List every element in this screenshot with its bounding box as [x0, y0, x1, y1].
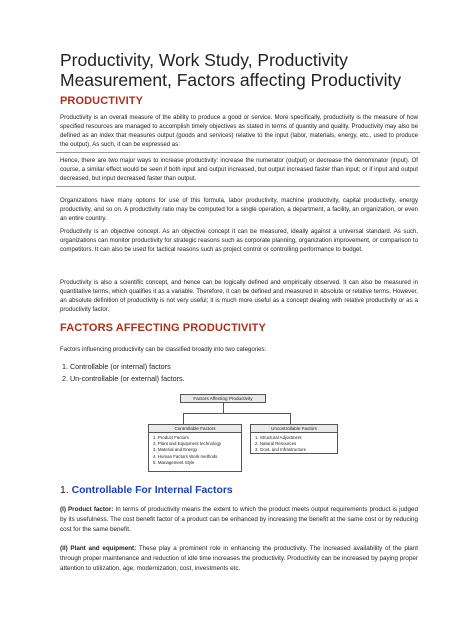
paragraph-objective: Productivity is an objective concept. As an objective concept it can be measured, ideally against a universal standard. As such, organizations can monitor productivity for strategic reasons such as corporate planning, organization improvement, or comparison to competitors. It can also be used for tactical reasons such as project control or controlling performance to budget.	[60, 228, 418, 254]
diagram-item: 2. Plant and Equipment technology	[153, 441, 222, 447]
diagram-connector	[223, 403, 224, 413]
category-list	[62, 361, 185, 385]
diagram-connector	[183, 413, 184, 424]
diagram-item: 3. Govt. and Infrastructure	[255, 447, 307, 453]
paragraph-body: These play a prominent role in enhancing the productivity. The increased availability of the plant through proper maintenance and reduction of idle time increases the productivity. Productivity can be increased by paying proper attention to utilization, age, modernization, cost, investments etc.	[60, 545, 419, 572]
formula-divider-top	[56, 152, 420, 153]
paragraph-definition: Productivity is an overall measure of the ability to produce a good or service. More specifically, productivity is the measure of how specified resources are managed to accomplish timely objectives as stated in terms of quantity and quality. Productivity may also be defined as an index that measures output (goods and services) relative to the input (labor, materials, energy, etc., used to produce the output). As such, it can be expressed as:	[60, 114, 418, 149]
paragraph-body: In terms of productivity means the extent to which the product meets output requirements product is judged by its usefulness. The cost benefit factor of a product can be enhanced by increasing the benefit at the same cost or by reducing cost for the same benefit.	[60, 506, 418, 533]
diagram-item: 1. Product Factors	[153, 435, 189, 440]
diagram-controllable-title: Controllable Factors	[149, 425, 241, 433]
diagram-controllable-box	[148, 424, 242, 472]
document-title: Productivity, Work Study, Productivity Measurement, Factors affecting Productivity	[60, 50, 402, 90]
subsection-heading-controllable	[60, 485, 233, 496]
diagram-uncontrollable-title: Uncontrollable Factors	[251, 425, 337, 433]
diagram-connector	[290, 413, 291, 424]
paragraph-factors-intro: Factors influencing productivity can be classified broadly into two categories:	[60, 346, 267, 353]
paragraph-options: Organizations have many options for use of this formula, labor productivity, machine productivity, capital productivity, energy productivity, and so on. A productivity ratio may be computed for a single operation, a department, a facility, an organization, or even an entire country.	[60, 197, 418, 223]
diagram-uncontrollable-box	[250, 424, 338, 454]
paragraph-increase-ways: Hence, there are two major ways to increase productivity: increase the numerator (output) or decrease the denominator (input). Of course, a similar effect would be seen if both input and output increased, but output increased faster than input; or if input and output decreased, but input decreased faster than output.	[60, 157, 418, 183]
list-item: 1. Controllable (or internal) factors	[62, 362, 171, 371]
paragraph-product-factor	[60, 505, 418, 535]
subsection-number: 1.	[60, 485, 69, 496]
diagram-item: 5. Management Style	[153, 459, 195, 465]
paragraph-plant-equipment	[60, 544, 418, 574]
diagram-root-node: Factors Affecting Productivity	[180, 394, 266, 403]
diagram-item: 3. Material and Energy	[153, 447, 198, 453]
formula-divider-bottom	[56, 186, 420, 187]
section-heading-factors: FACTORS AFFECTING PRODUCTIVITY	[60, 322, 266, 334]
diagram-connector	[183, 413, 290, 414]
paragraph-lead: (I) Product factor:	[60, 506, 114, 513]
diagram-item: 2. Natural Resources	[255, 441, 297, 447]
diagram-item: 4. Human Factors Work methods	[153, 453, 218, 459]
section-heading-productivity: PRODUCTIVITY	[60, 95, 144, 107]
paragraph-lead: (II) Plant and equipment:	[60, 545, 137, 552]
subsection-title: Controllable For Internal Factors	[71, 485, 233, 496]
diagram-item: 1. Structural Adjustment	[255, 435, 302, 440]
paragraph-scientific: Productivity is also a scientific concept, and hence can be logically defined and empirically observed. It can also be measured in quantitative terms, which qualifies it as a variable. Therefore, it can be defined and measured in absolute or relative terms. However, an absolute definition of productivity is not very useful; it is much more useful as a concept dealing with relative productivity or as a productivity factor.	[60, 279, 418, 314]
list-item: 2. Un-controllable (or external) factors.	[62, 374, 185, 383]
factors-diagram	[146, 392, 344, 474]
